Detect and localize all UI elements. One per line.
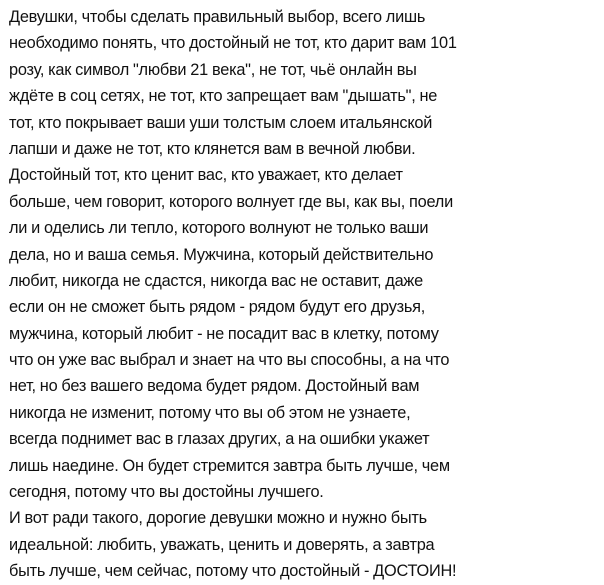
text-line: ждёте в соц сетях, не тот, кто запрещает вам "дышать", не: [9, 86, 438, 106]
text-line: никогда не изменит, потому что вы об этом не узнаете,: [9, 402, 411, 422]
text-line: Девушки, чтобы сделать правильный выбор, всего лишь: [9, 7, 426, 26]
text-line: ли и оделись ли тепло, которого волнуют не только ваши: [9, 218, 429, 238]
text-line: сегодня, потому что вы достойны лучшего.: [9, 482, 324, 502]
text-line: быть лучше, чем сейчас, потому что достойный - ДОСТОИН!: [9, 561, 457, 581]
text-line: лишь наедине. Он будет стремится завтра быть лучше, чем: [9, 455, 450, 475]
text-line: розу, как символ "любви 21 века", не тот, чьё онлайн вы: [9, 59, 417, 79]
text-line: тот, кто покрывает ваши уши толстым слоем итальянской: [9, 112, 433, 132]
text-line: всегда поднимет вас в глазах других, а на ошибки укажет: [9, 429, 430, 449]
text-line: если он не сможет быть рядом - рядом будут его друзья,: [9, 297, 426, 317]
text-line: дела, но и ваша семья. Мужчина, который действительно: [9, 244, 434, 264]
post-text: [9, 4, 595, 585]
text-line: Достойный тот, кто ценит вас, кто уважает, кто делает: [9, 165, 403, 185]
text-line: необходимо понять, что достойный не тот, кто дарит вам 101: [9, 33, 457, 53]
text-line: мужчина, который любит - не посадит вас в клетку, потому: [9, 323, 439, 343]
text-line: И вот ради такого, дорогие девушки можно и нужно быть: [9, 508, 427, 528]
text-line: что он уже вас выбрал и знает на что вы способны, а на что: [9, 350, 450, 370]
text-line: нет, но без вашего ведома будет рядом. Достойный вам: [9, 376, 420, 396]
text-line: больше, чем говорит, которого волнует где вы, как вы, поели: [9, 191, 453, 211]
text-line: идеальной: любить, уважать, ценить и доверять, а завтра: [9, 534, 435, 554]
text-line: любит, никогда не сдастся, никогда вас не оставит, даже: [9, 270, 423, 290]
text-line: лапши и даже не тот, кто клянется вам в вечной любви.: [9, 138, 416, 158]
